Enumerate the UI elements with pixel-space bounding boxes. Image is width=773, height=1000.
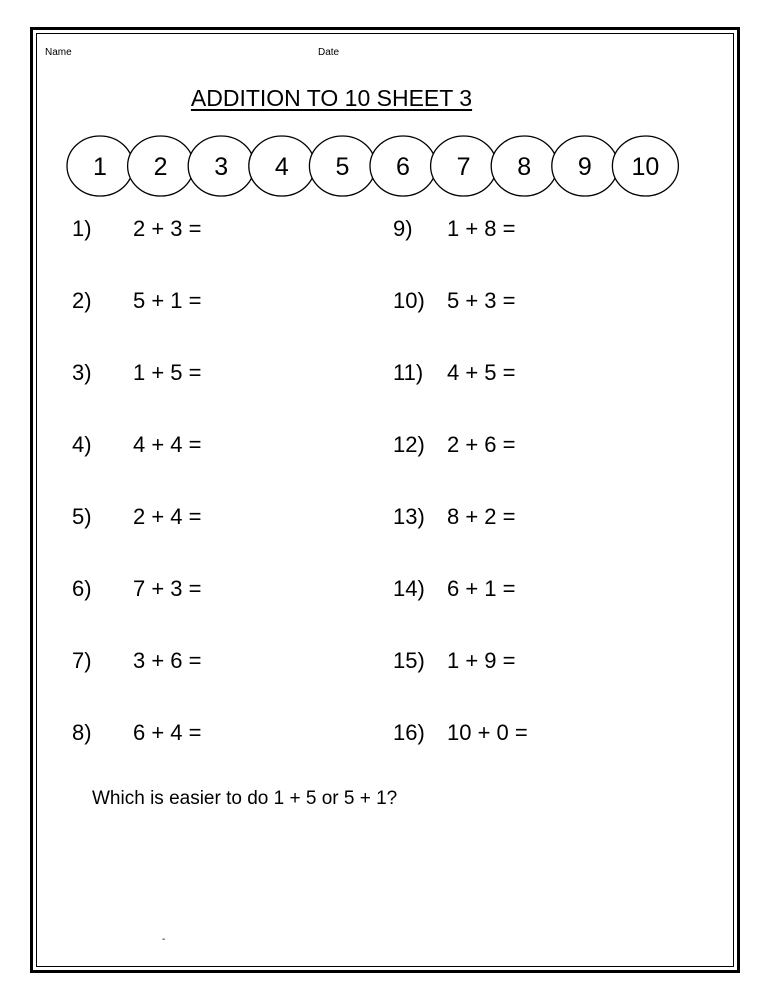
number-circle-label: 8 bbox=[517, 153, 532, 181]
problem-number: 14) bbox=[393, 576, 425, 601]
problem-expression: 7 + 3 = bbox=[133, 576, 202, 601]
number-circle bbox=[370, 136, 436, 196]
number-circle-label: 10 bbox=[631, 153, 660, 181]
number-circle-label: 2 bbox=[153, 153, 168, 181]
number-circle bbox=[431, 136, 497, 196]
problem-number: 7) bbox=[72, 648, 92, 673]
number-circle bbox=[612, 136, 678, 196]
problem-number: 12) bbox=[393, 432, 425, 457]
number-circle-label: 9 bbox=[577, 153, 592, 181]
problem-number: 2) bbox=[72, 288, 92, 313]
problem-number: 4) bbox=[72, 432, 92, 457]
problem-expression: 6 + 1 = bbox=[447, 576, 516, 601]
problem-number: 9) bbox=[393, 216, 413, 241]
problem-number: 5) bbox=[72, 504, 92, 529]
problem-number: 10) bbox=[393, 288, 425, 313]
number-circle-label: 1 bbox=[93, 153, 107, 181]
number-circle bbox=[309, 136, 375, 196]
problem-expression: 2 + 4 = bbox=[133, 504, 202, 529]
problem-expression: 1 + 5 = bbox=[133, 360, 202, 385]
problem-expression: 8 + 2 = bbox=[447, 504, 516, 529]
date-label: Date bbox=[318, 47, 340, 58]
problem-expression: 3 + 6 = bbox=[133, 648, 202, 673]
problem-expression: 5 + 3 = bbox=[447, 288, 516, 313]
number-circle-label: 7 bbox=[456, 153, 471, 181]
number-line bbox=[0, 0, 773, 220]
number-circle bbox=[491, 136, 557, 196]
number-circle bbox=[128, 136, 194, 196]
problem-expression: 4 + 5 = bbox=[447, 360, 516, 385]
number-circle-label: 5 bbox=[335, 153, 350, 181]
footer-mark: - bbox=[162, 934, 166, 945]
number-circle-label: 6 bbox=[396, 153, 410, 181]
problem-number: 13) bbox=[393, 504, 425, 529]
problem-number: 11) bbox=[393, 360, 424, 385]
problem-expression: 2 + 3 = bbox=[133, 216, 202, 241]
problem-expression: 2 + 6 = bbox=[447, 432, 516, 457]
problem-number: 8) bbox=[72, 720, 92, 745]
reflection-question: Which is easier to do 1 + 5 or 5 + 1? bbox=[92, 788, 398, 809]
problem-expression: 1 + 8 = bbox=[447, 216, 516, 241]
number-circle-label: 3 bbox=[214, 153, 229, 181]
problem-number: 15) bbox=[393, 648, 425, 673]
problem-expression: 1 + 9 = bbox=[447, 648, 516, 673]
problem-expression: 6 + 4 = bbox=[133, 720, 202, 745]
problem-number: 6) bbox=[72, 576, 92, 601]
number-circle bbox=[249, 136, 315, 196]
problem-expression: 10 + 0 = bbox=[447, 720, 528, 745]
number-circle bbox=[67, 136, 133, 196]
problem-number: 1) bbox=[72, 216, 92, 241]
number-circle bbox=[552, 136, 618, 196]
problem-expression: 5 + 1 = bbox=[133, 288, 202, 313]
problem-number: 16) bbox=[393, 720, 425, 745]
worksheet-title: ADDITION TO 10 SHEET 3 bbox=[190, 85, 473, 111]
number-circle-label: 4 bbox=[274, 153, 289, 181]
number-circle bbox=[188, 136, 254, 196]
problem-number: 3) bbox=[72, 360, 92, 385]
name-label: Name bbox=[45, 47, 72, 58]
problem-expression: 4 + 4 = bbox=[133, 432, 202, 457]
